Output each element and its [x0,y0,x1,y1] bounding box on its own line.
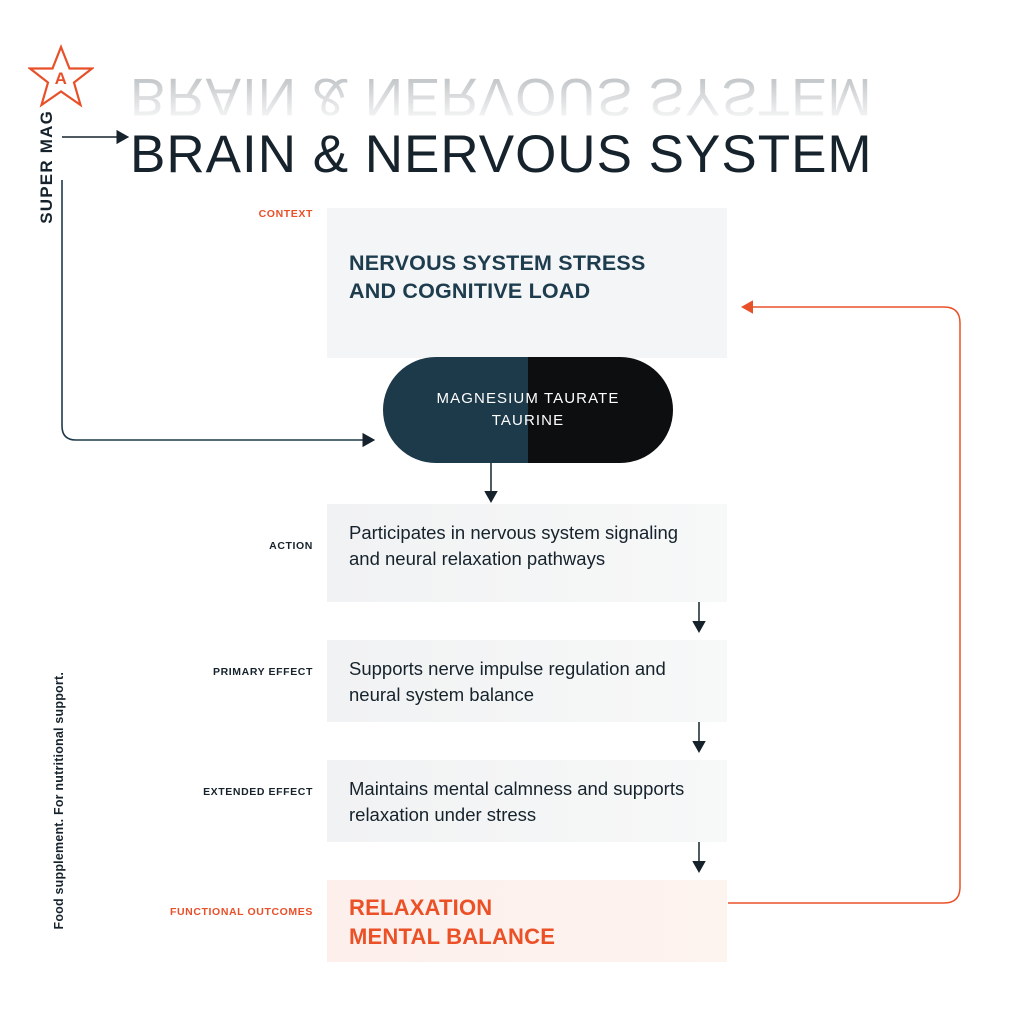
context-line-2: AND COGNITIVE LOAD [349,278,591,303]
page-title-reflection: BRAIN & NERVOUS SYSTEM [130,67,873,126]
flow-label-extended-effect: EXTENDED EFFECT [203,786,313,798]
flow-row-action [269,504,727,602]
extended-effect-text: Maintains mental calmness and supports relaxation under stress [349,778,685,826]
flow-column [169,208,727,962]
arrow-feedback-loop [728,307,960,903]
action-text: Participates in nervous system signaling and neural relaxation pathways [349,522,679,570]
flow-label-functional-outcomes: FUNCTIONAL OUTCOMES [169,906,313,918]
primary-effect-text: Supports nerve impulse regulation and neural system balance [349,658,666,706]
flow-label-context: CONTEXT [258,208,313,220]
outcome-line-2: MENTAL BALANCE [349,923,556,949]
page-title [130,67,990,200]
flow-label-action: ACTION [269,540,313,552]
flow-row-functional-outcomes [169,880,727,962]
flow-label-primary-effect: PRIMARY EFFECT [213,666,313,678]
flow-row-primary-effect [213,640,727,722]
brand-name: SUPER MAG [37,110,56,224]
flow-row-extended-effect [203,760,727,842]
capsule-ingredient-2: TAURINE [491,412,565,429]
brand-star-logo [28,44,94,108]
disclaimer-text: Food supplement. For nutritional support. [52,672,66,930]
capsule-ingredient-1: MAGNESIUM TAURATE [436,389,620,407]
product-capsule [383,357,673,463]
context-line-1: NERVOUS SYSTEM STRESS [349,251,646,275]
flow-row-context [258,208,727,358]
page-title-text: BRAIN & NERVOUS SYSTEM [130,125,873,184]
outcome-line-1: RELAXATION [349,895,493,920]
brand-initial: A [54,69,68,88]
